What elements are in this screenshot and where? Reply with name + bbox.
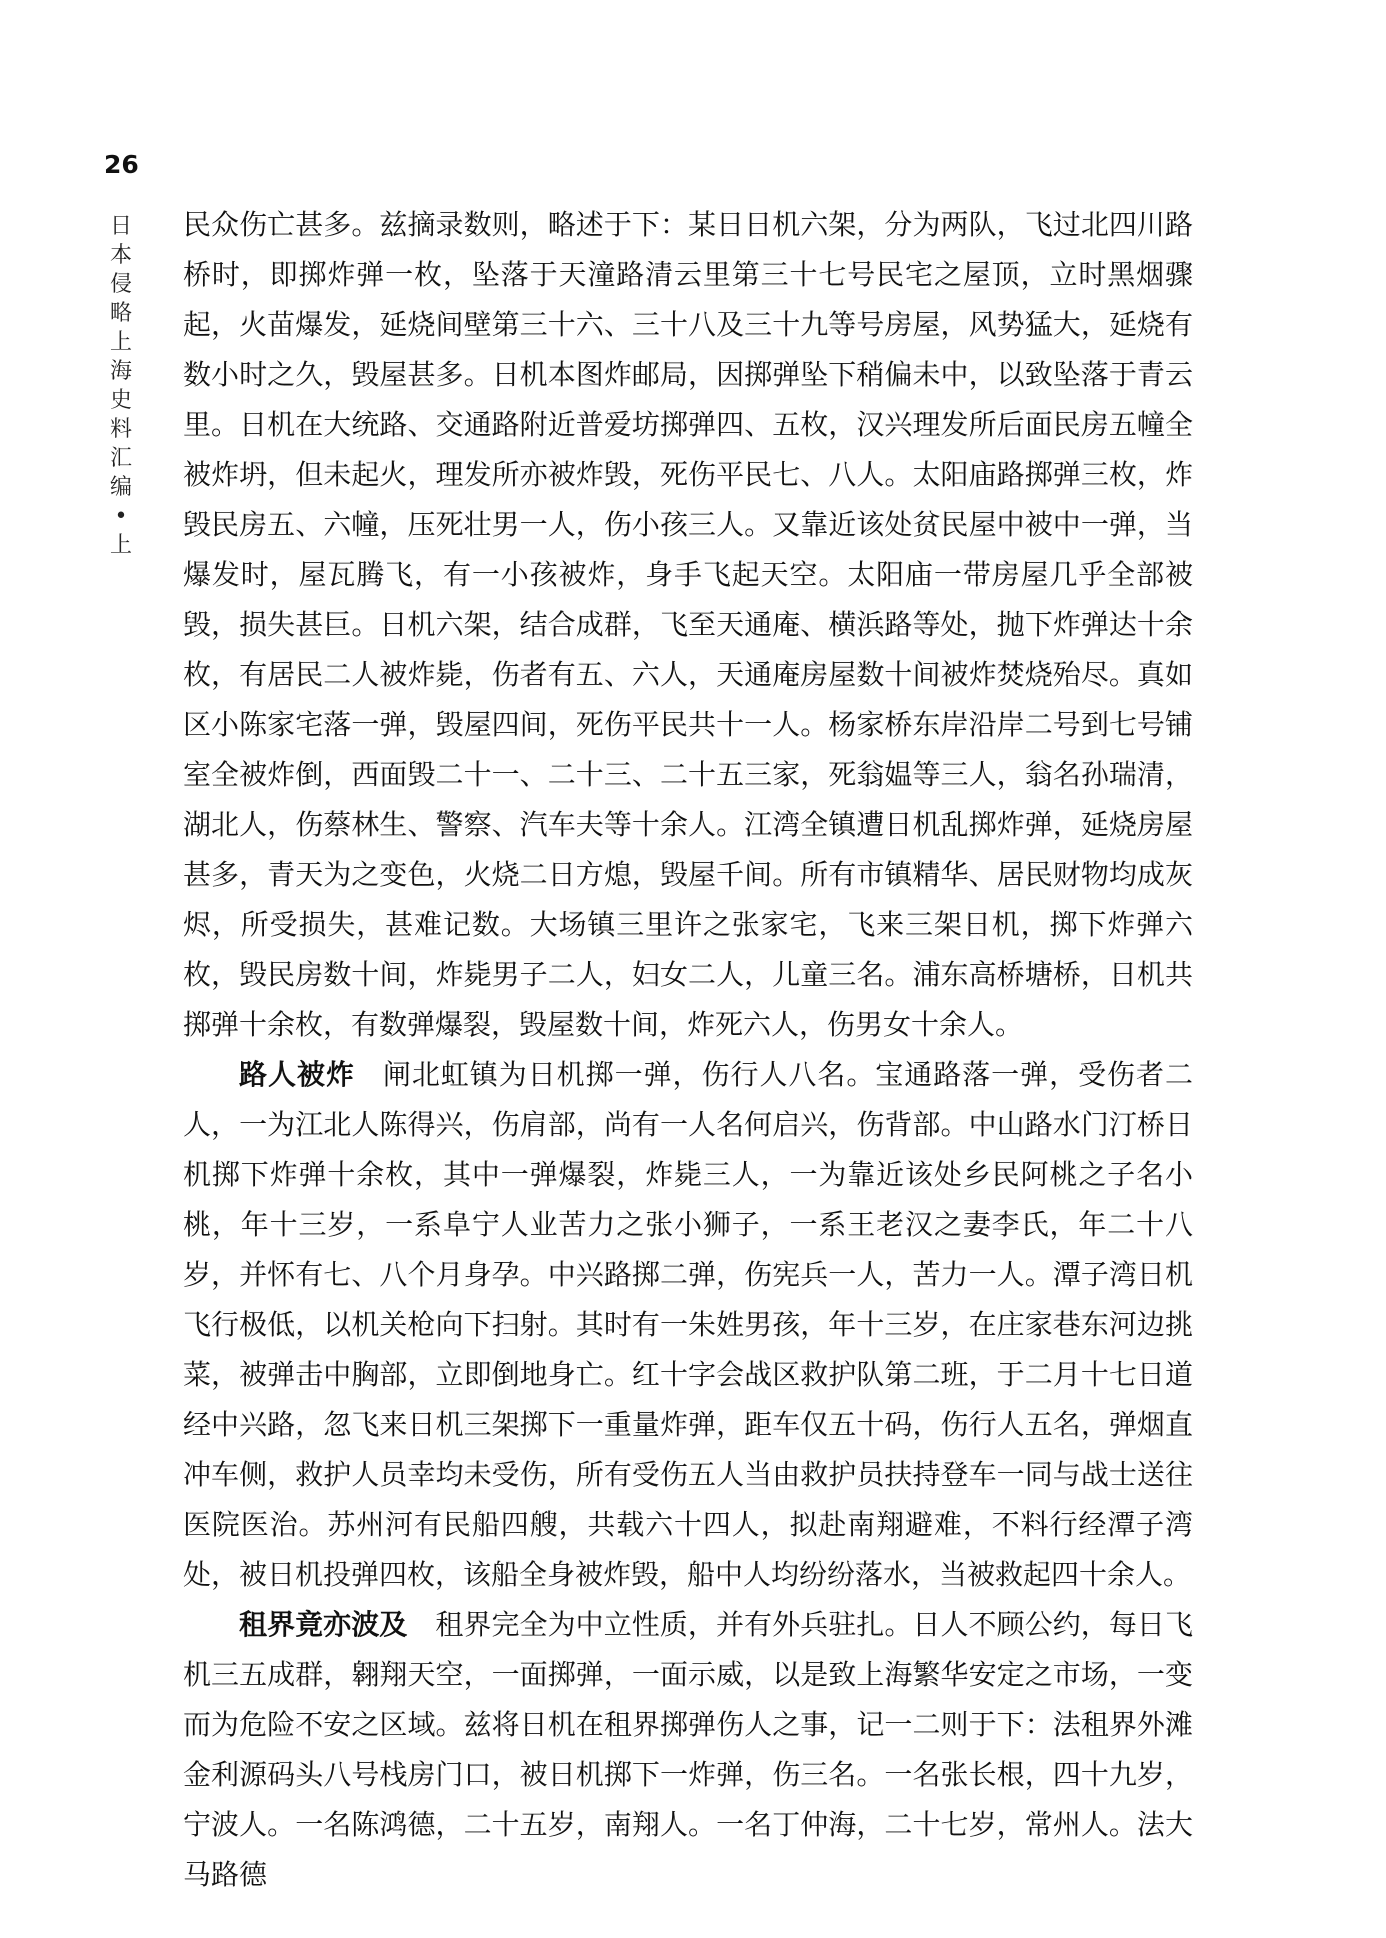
paragraph-text: 闸北虹镇为日机掷一弹，伤行人八名。宝通路落一弹，受伤者二人，一为江北人陈得兴，伤肩部，尚有一人名何启兴，伤背部。中山路水门汀桥日机掷下炸弹十余枚，其中一弹爆裂，炸毙三人，一为靠近该处乡民阿桃之子名小桃，年十三岁，一系阜宁人业苦力之张小狮子，一系王老汉之妻李氏，年二十八岁，并怀有七、八个月身孕。中兴路掷二弹，伤宪兵一人，苦力一人。潭子湾日机飞行极低，以机关枪向下扫射。其时有一朱姓男孩，年十三岁，在庄家巷东河边挑菜，被弹击中胸部，立即倒地身亡。红十字会战区救护队第二班，于二月十七日道经中兴路，忽飞来日机三架掷下一重量炸弹，距车仅五十码，伤行人五名，弹烟直冲车侧，救护人员幸均未受伤，所有受伤五人当由救护员扶持登车一同与战士送往医院医治。苏州河有民船四艘，共载六十四人，拟赴南翔避难，不料行经潭子湾处，被日机投弹四枚，该船全身被炸毁，船中人均纷纷落水，当被救起四十余人。 [183, 1058, 1193, 1591]
paragraph-subheading: 路人被炸 [239, 1058, 355, 1091]
body-text [183, 200, 1193, 1900]
paragraph-pedestrians-bombed [183, 1050, 1193, 1600]
running-title: 日本侵略上海史料汇编•上 [109, 214, 132, 558]
paragraph-concessions-affected [183, 1600, 1193, 1900]
paragraph-subheading: 租界竟亦波及 [239, 1608, 408, 1641]
paragraph-continued [183, 200, 1193, 1050]
paragraph-text: 租界完全为中立性质，并有外兵驻扎。日人不顾公约，每日飞机三五成群，翱翔天空，一面掷弹，一面示威，以是致上海繁华安定之市场，一变而为危险不安之区域。兹将日机在租界掷弹伤人之事，记一二则于下：法租界外滩金利源码头八号栈房门口，被日机掷下一炸弹，伤三名。一名张长根，四十九岁，宁波人。一名陈鸿德，二十五岁，南翔人。一名丁仲海，二十七岁，常州人。法大马路德 [183, 1608, 1193, 1891]
paragraph-text: 民众伤亡甚多。兹摘录数则，略述于下：某日日机六架，分为两队，飞过北四川路桥时，即掷炸弹一枚，坠落于天潼路清云里第三十七号民宅之屋顶，立时黑烟骤起，火苗爆发，延烧间壁第三十六、三十八及三十九等号房屋，风势猛大，延烧有数小时之久，毁屋甚多。日机本图炸邮局，因掷弹坠下稍偏未中，以致坠落于青云里。日机在大统路、交通路附近普爱坊掷弹四、五枚，汉兴理发所后面民房五幢全被炸坍，但未起火，理发所亦被炸毁，死伤平民七、八人。太阳庙路掷弹三枚，炸毁民房五、六幢，压死壮男一人，伤小孩三人。又靠近该处贫民屋中被中一弹，当爆发时，屋瓦腾飞，有一小孩被炸，身手飞起天空。太阳庙一带房屋几乎全部被毁，损失甚巨。日机六架，结合成群，飞至天通庵、横浜路等处，抛下炸弹达十余枚，有居民二人被炸毙，伤者有五、六人，天通庵房屋数十间被炸焚烧殆尽。真如区小陈家宅落一弹，毁屋四间，死伤平民共十一人。杨家桥东岸沿岸二号到七号铺室全被炸倒，西面毁二十一、二十三、二十五三家，死翁媪等三人，翁名孙瑞清，湖北人，伤蔡林生、警察、汽车夫等十余人。江湾全镇遭日机乱掷炸弹，延烧房屋甚多，青天为之变色，火烧二日方熄，毁屋千间。所有市镇精华、居民财物均成灰烬，所受损失，甚难记数。大场镇三里许之张家宅，飞来三架日机，掷下炸弹六枚，毁民房数十间，炸毙男子二人，妇女二人，儿童三名。浦东高桥塘桥，日机共掷弹十余枚，有数弹爆裂，毁屋数十间，炸死六人，伤男女十余人。 [183, 208, 1193, 1041]
page-number: 26 [104, 150, 139, 179]
